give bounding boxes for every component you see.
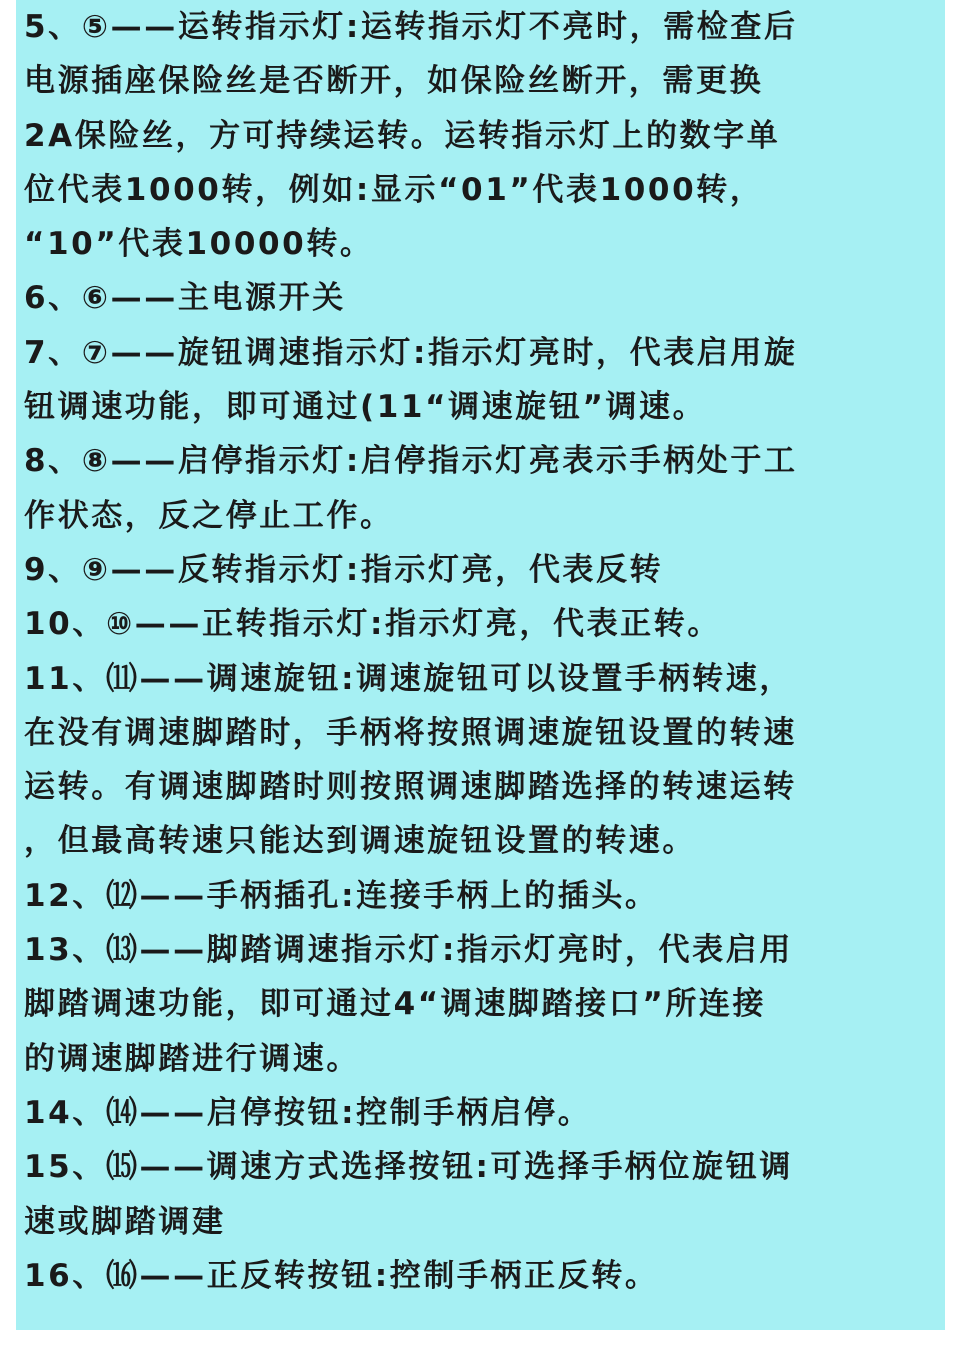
text-line-11: 9、⑨——反转指示灯:指示灯亮，代表反转	[24, 551, 664, 588]
text-line-6: 6、⑥——主电源开关	[24, 280, 346, 317]
text-line-19: 脚踏调速功能，即可通过4“调速脚踏接口”所连接	[24, 986, 767, 1023]
instruction-text	[24, 0, 939, 1303]
text-line-23: 速或脚踏调建	[24, 1203, 226, 1240]
text-line-24: 16、⒃——正反转按钮:控制手柄正反转。	[24, 1257, 659, 1294]
text-line-13: 11、⑾——调速旋钮:调速旋钮可以设置手柄转速，	[24, 660, 793, 697]
text-line-5: “10”代表10000转。	[24, 226, 374, 263]
text-line-10: 作状态，反之停止工作。	[24, 497, 394, 534]
text-line-17: 12、⑿——手柄插孔:连接手柄上的插头。	[24, 877, 659, 914]
text-line-8: 钮调速功能，即可通过(11“调速旋钮”调速。	[24, 389, 707, 426]
text-line-3: 2A保险丝，方可持续运转。运转指示灯上的数字单	[24, 117, 781, 154]
text-line-20: 的调速脚踏进行调速。	[24, 1040, 360, 1077]
text-line-16: ，但最高转速只能达到调速旋钮设置的转速。	[24, 823, 696, 860]
instruction-panel	[16, 0, 945, 1330]
text-line-22: 15、⒂——调速方式选择按钮:可选择手柄位旋钮调	[24, 1149, 793, 1186]
text-line-12: 10、⑩——正转指示灯:指示灯亮，代表正转。	[24, 606, 721, 643]
text-line-18: 13、⒀——脚踏调速指示灯:指示灯亮时，代表启用	[24, 932, 793, 969]
text-line-7: 7、⑦——旋钮调速指示灯:指示灯亮时，代表启用旋	[24, 334, 798, 371]
text-line-2: 电源插座保险丝是否断开，如保险丝断开，需更换	[24, 63, 764, 100]
text-line-21: 14、⒁——启停按钮:控制手柄启停。	[24, 1094, 592, 1131]
text-line-1: 5、⑤——运转指示灯:运转指示灯不亮时，需检查后	[24, 9, 798, 45]
text-line-9: 8、⑧——启停指示灯:启停指示灯亮表示手柄处于工	[24, 443, 798, 480]
text-line-14: 在没有调速脚踏时，手柄将按照调速旋钮设置的转速	[24, 714, 797, 751]
text-line-15: 运转。有调速脚踏时则按照调速脚踏选择的转速运转	[24, 769, 797, 806]
text-line-4: 位代表1000转，例如:显示“01”代表1000转，	[24, 171, 764, 208]
